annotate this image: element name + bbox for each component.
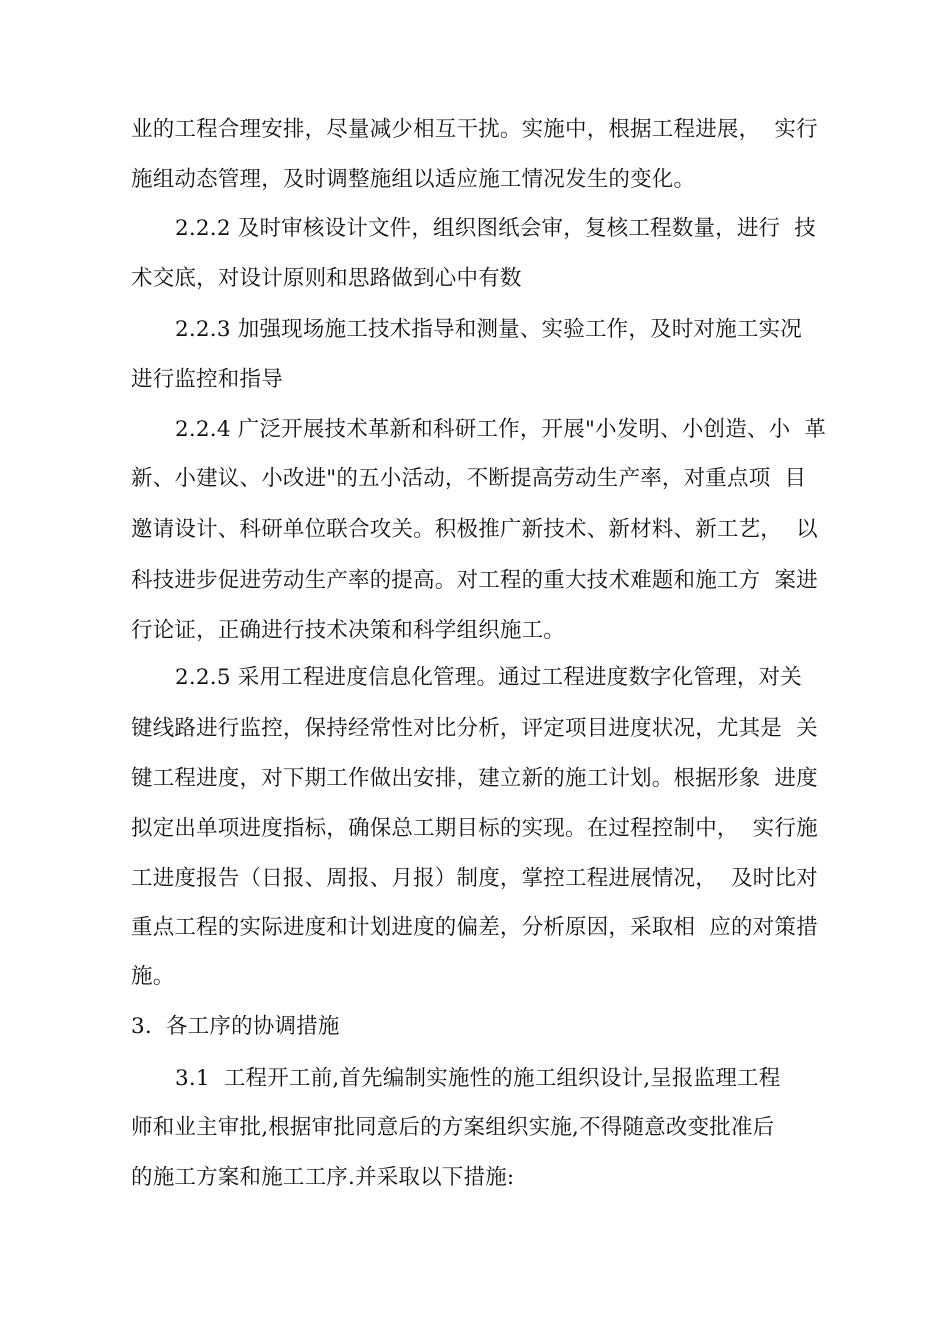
paragraph-line: 邀请设计、科研单位联合攻关。积极推广新技术、新材料、新工艺， 以: [131, 517, 818, 542]
section-heading: 3. 各工序的协调措施: [131, 1014, 340, 1039]
paragraph-line: 师和业主审批,根据审批同意后的方案组织实施,不得随意改变批准后: [131, 1115, 775, 1140]
paragraph-line: 3.1 工程开工前,首先编制实施性的施工组织设计,呈报监理工程: [175, 1066, 781, 1091]
paragraph-line: 2.2.4 广泛开展技术革新和科研工作，开展"小发明、小创造、小 革: [175, 417, 827, 442]
paragraph-line: 键工程进度，对下期工作做出安排，建立新的施工计划。根据形象 进度: [131, 766, 818, 791]
paragraph-line: 科技进步促进劳动生产率的提高。对工程的重大技术难题和施工方 案进: [131, 568, 818, 593]
paragraph-line: 施。: [131, 964, 175, 989]
paragraph-line: 2.2.2 及时审核设计文件，组织图纸会审，复核工程数量，进行 技: [175, 216, 817, 241]
paragraph-line: 行论证，正确进行技术决策和科学组织施工。: [131, 618, 566, 643]
paragraph-line: 新、小建议、小改进"的五小活动，不断提高劳动生产率，对重点项 目: [131, 466, 807, 491]
paragraph-line: 2.2.3 加强现场施工技术指导和测量、实验工作，及时对施工实况: [175, 317, 802, 342]
paragraph-line: 键线路进行监控，保持经常性对比分析，评定项目进度状况，尤其是 关: [131, 716, 818, 741]
paragraph-line: 2.2.5 采用工程进度信息化管理。通过工程进度数字化管理，对关: [175, 665, 802, 690]
paragraph-line: 进行监控和指导: [131, 367, 283, 392]
paragraph-line: 施组动态管理，及时调整施组以适应施工情况发生的变化。: [131, 167, 696, 192]
paragraph-line: 拟定出单项进度指标，确保总工期目标的实现。在过程控制中， 实行施: [131, 816, 818, 841]
paragraph-line: 工进度报告（日报、周报、月报）制度，掌控工程进展情况， 及时比对: [131, 866, 818, 891]
paragraph-line: 术交底，对设计原则和思路做到心中有数: [131, 266, 522, 291]
paragraph-line: 业的工程合理安排，尽量减少相互干扰。实施中，根据工程进展， 实行: [131, 117, 818, 142]
paragraph-line: 重点工程的实际进度和计划进度的偏差，分析原因，采取相 应的对策措: [131, 915, 818, 940]
paragraph-line: 的施工方案和施工工序.并采取以下措施:: [131, 1165, 515, 1190]
